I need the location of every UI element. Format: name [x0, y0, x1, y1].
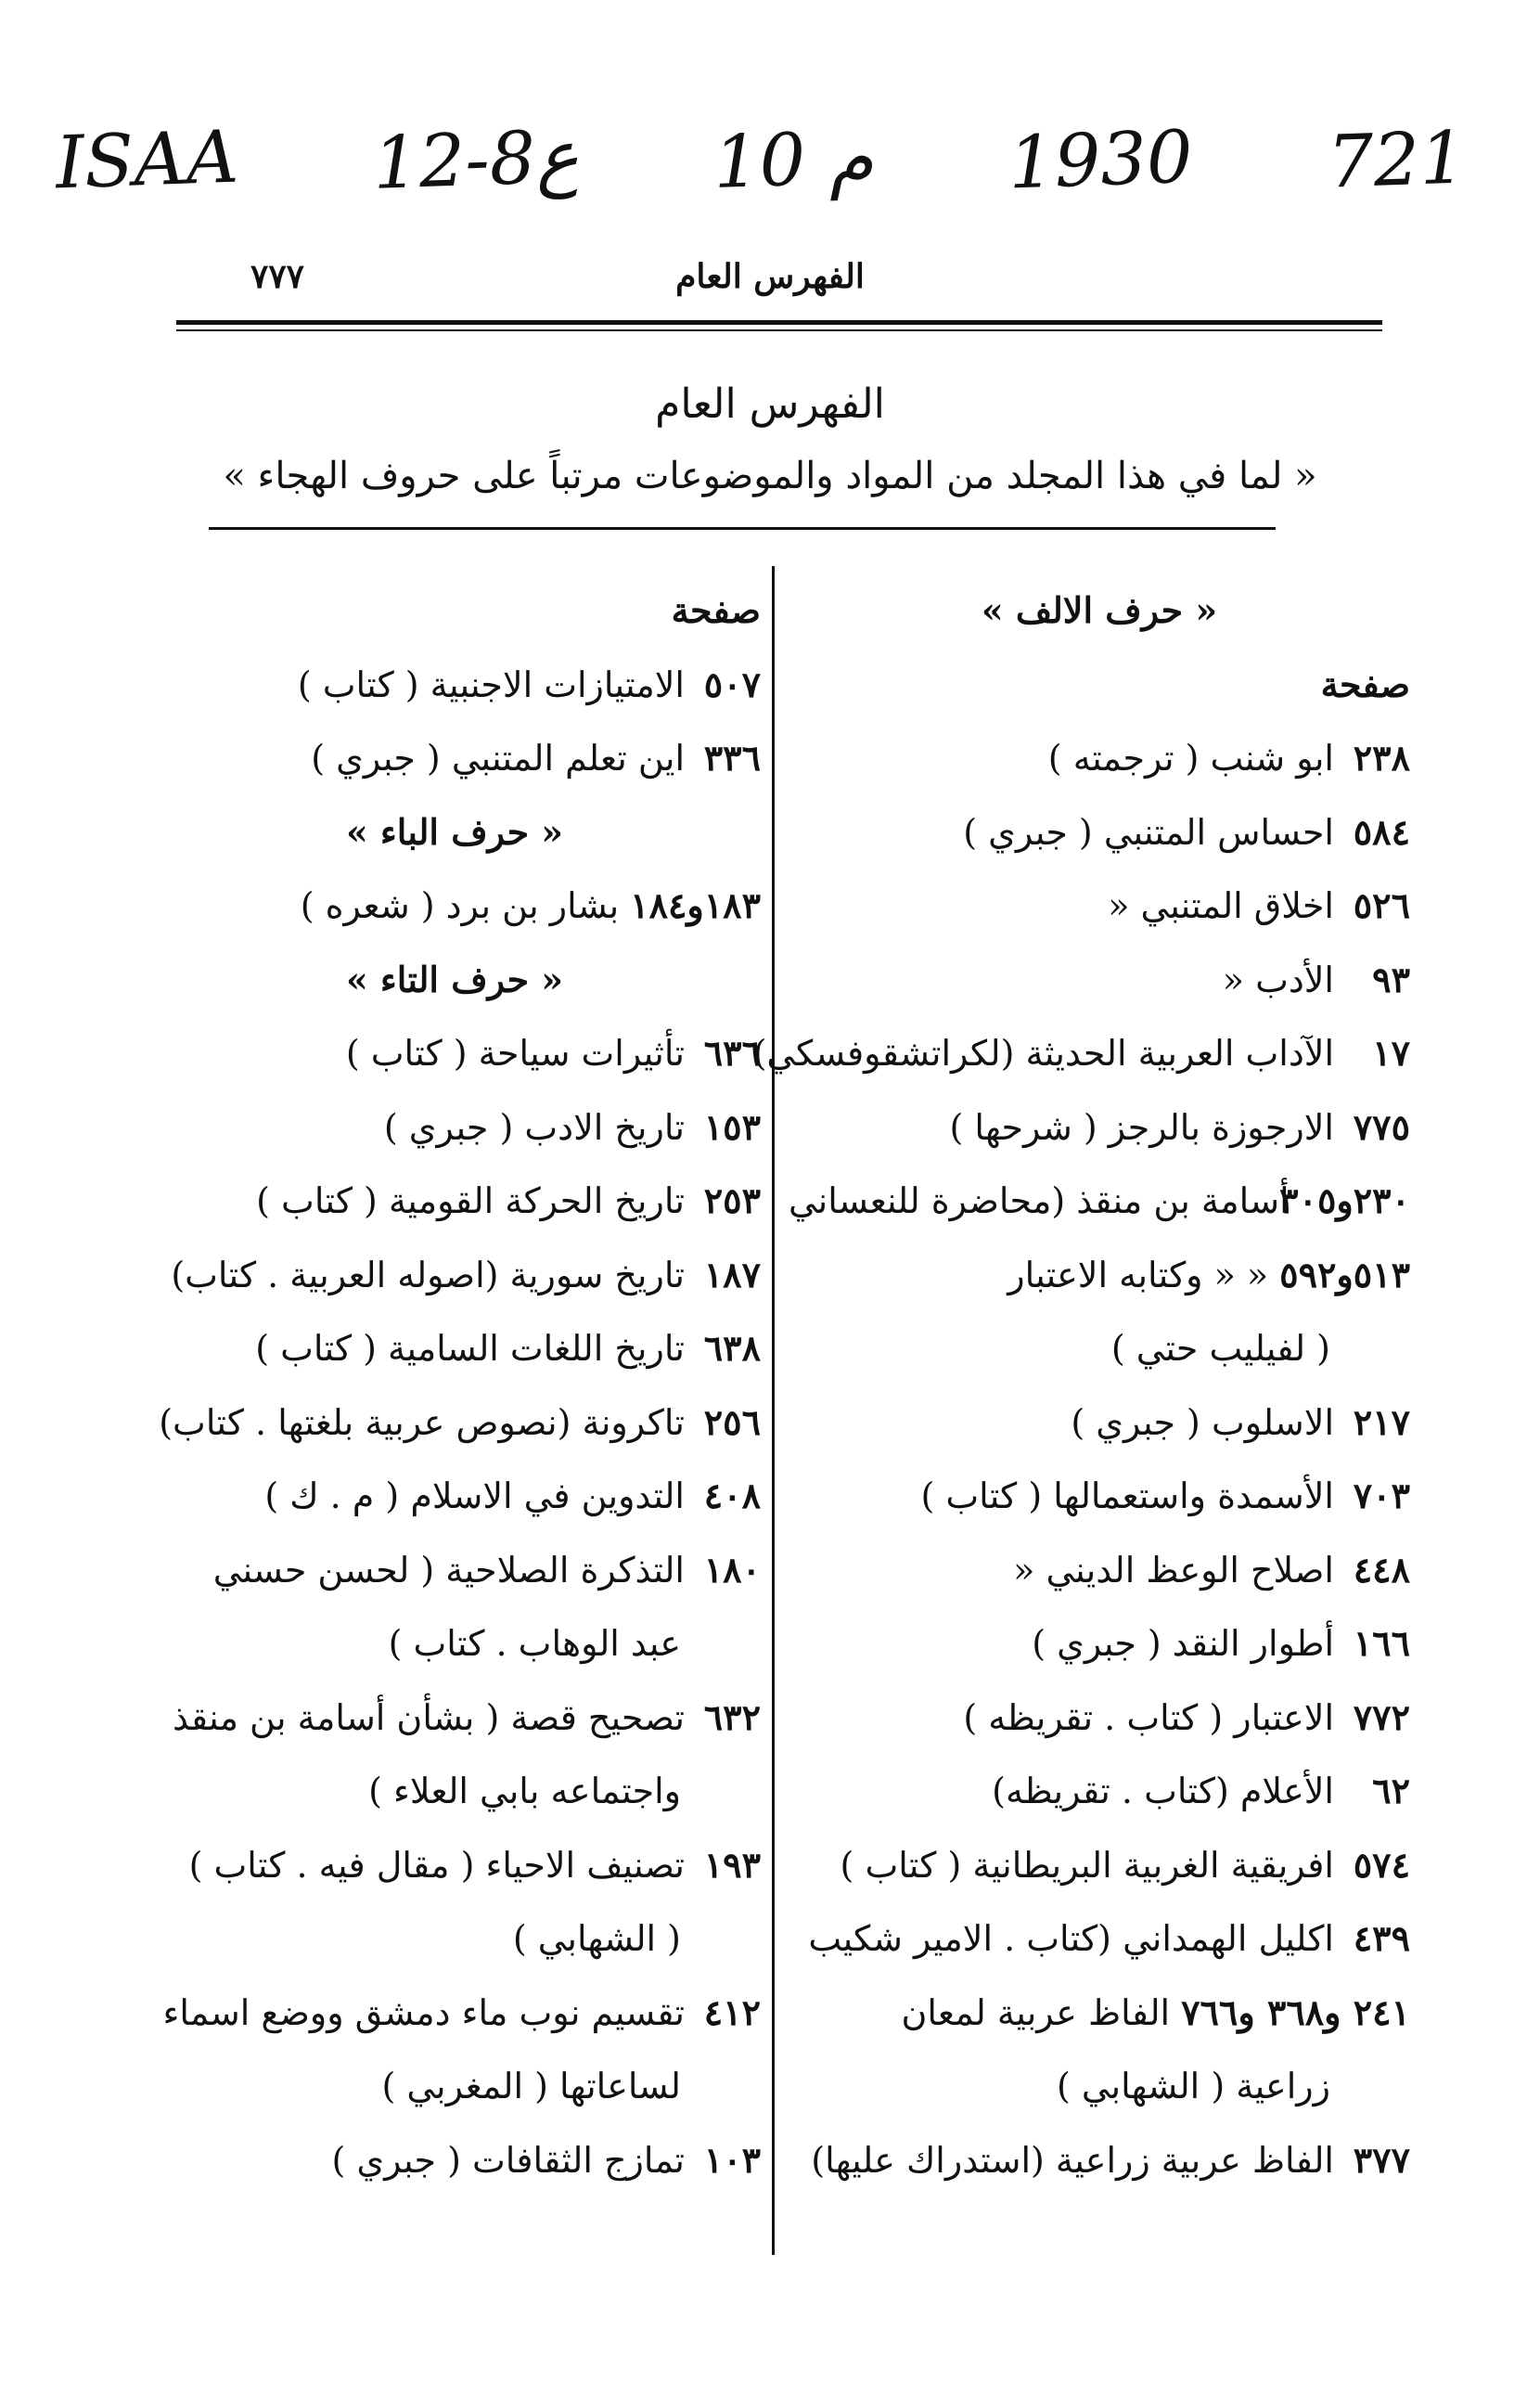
entry-title: الاعتبار ( كتاب . تقريظه ): [963, 1696, 1334, 1738]
index-entry: [789, 1544, 1410, 1618]
page-reference: ٥٠٧: [703, 663, 761, 705]
entry-title: الأدب «: [1222, 959, 1334, 1000]
page-reference: ٧٧٥: [1353, 1105, 1410, 1148]
index-entry: [789, 880, 1410, 954]
index-entry: [789, 806, 1410, 881]
index-entry: [148, 1987, 761, 2061]
index-entry-continuation: زراعية ( الشهابي ): [1056, 2066, 1330, 2106]
page-reference: ٣٧٧: [1353, 2138, 1410, 2181]
index-entry: [789, 1913, 1410, 1987]
letter-heading: « حرف الالف »: [981, 589, 1218, 631]
page-reference: ٦٢: [1372, 1770, 1410, 1811]
page-reference: ٤٠٨: [703, 1475, 761, 1516]
page-reference: ١٧: [1372, 1032, 1410, 1074]
running-header: [176, 249, 1364, 304]
entry-title: اين تعلم المتنبي ( جبري ): [311, 738, 685, 779]
page-reference: ٢١٧: [1353, 1400, 1410, 1443]
running-title: الفهرس العام: [675, 257, 865, 296]
page-reference: ٦٣٢: [703, 1695, 761, 1738]
entry-title: اكليل الهمداني (كتاب . الامير شكيب: [808, 1918, 1334, 1959]
entry-title: الفاظ عربية لمعان: [901, 1991, 1171, 2033]
page-reference: ٤٣٩: [1353, 1917, 1410, 1959]
index-entry: [148, 1101, 761, 1176]
page-reference: ٦٣٦: [703, 1032, 761, 1074]
entry-title: تاريخ سورية (اصوله العربية . كتاب): [171, 1254, 685, 1295]
index-entry: [789, 2134, 1410, 2209]
entry-title: أسامة بن منقذ (محاضرة للنعساني: [789, 1180, 1290, 1221]
index-entry: [789, 1397, 1410, 1471]
entry-title: احساس المتنبي ( جبري ): [963, 811, 1334, 853]
index-entry: [148, 1839, 761, 1913]
index-entry: [148, 1692, 761, 1766]
index-entry-continuation: عبد الوهاب . كتاب ): [388, 1623, 681, 1664]
page-reference: ٣٣٦: [703, 737, 761, 779]
index-entry: [148, 732, 761, 806]
index-entry-continuation: ( الشهابي ): [512, 1918, 681, 1959]
letter-heading: « حرف التاء »: [345, 958, 564, 1000]
entry-title: تاريخ الادب ( جبري ): [383, 1106, 685, 1148]
entry-title: تمازج الثقافات ( جبري ): [331, 2139, 685, 2181]
page-reference: ٧٠٣: [1353, 1475, 1410, 1516]
index-entry: [148, 1249, 761, 1323]
handwritten-mark: 12-8ع: [371, 115, 581, 206]
page-reference: ١٩٣: [703, 1843, 761, 1886]
index-entry: [789, 1101, 1410, 1176]
subtitle-rule: [209, 527, 1276, 530]
header-rule: [176, 320, 1382, 325]
index-entry: [148, 1175, 761, 1249]
index-entry: [789, 954, 1410, 1028]
entry-title: الارجوزة بالرجز ( شرحها ): [949, 1106, 1334, 1148]
entry-title: تصحيح قصة ( بشأن أسامة بن منقذ: [172, 1696, 685, 1738]
index-entry: [148, 2134, 761, 2209]
page-reference: ٢٣٨: [1353, 737, 1410, 779]
index-entry: [789, 1617, 1410, 1692]
page-reference: ٢٥٣: [703, 1179, 761, 1221]
page-reference: ٢٣٠و٣٠٥: [1279, 1179, 1410, 1221]
column-label: صفحة: [1320, 663, 1410, 705]
entry-title: تاريخ اللغات السامية ( كتاب ): [255, 1328, 685, 1369]
index-entry: [789, 732, 1410, 806]
entry-title: تاكرونة (نصوص عربية بلغتها . كتاب): [159, 1401, 685, 1443]
page-reference: ٧٧٢: [1353, 1695, 1410, 1738]
handwritten-annotations: [56, 109, 1466, 212]
page-reference: ٥٢٦: [1353, 884, 1410, 926]
index-entry: [789, 1765, 1410, 1839]
index-entry: [148, 1322, 761, 1397]
index-entry: [148, 880, 761, 954]
handwritten-mark: 1930: [1007, 115, 1195, 206]
column-divider: [772, 566, 775, 2255]
letter-heading: « حرف الباء »: [345, 810, 564, 853]
index-entry: [148, 1027, 761, 1101]
entry-title: تأثيرات سياحة ( كتاب ): [345, 1033, 685, 1074]
page-reference: ٩٣: [1372, 958, 1410, 1000]
entry-title: الفاظ عربية زراعية (استدراك عليها): [811, 2139, 1334, 2181]
page-reference: ٢٥٦: [703, 1400, 761, 1443]
entry-title: ابو شنب ( ترجمته ): [1047, 738, 1334, 779]
page-reference: ٥١٣و٥٩٢: [1279, 1253, 1410, 1295]
index-entry: [752, 1027, 1410, 1101]
index-entry-continuation: واجتماعه بابي العلاء ): [368, 1771, 681, 1811]
handwritten-mark: 721: [1326, 116, 1468, 205]
index-entry: [789, 1839, 1410, 1913]
left-column: [148, 585, 761, 2208]
index-entry: [148, 1397, 761, 1471]
page-reference: ٦٣٨: [703, 1327, 761, 1369]
entry-title: اخلاق المتنبي «: [1108, 885, 1334, 926]
index-entry: [148, 659, 761, 733]
page-reference: ٥٧٤: [1353, 1843, 1410, 1886]
index-entry: [789, 1470, 1410, 1544]
index-entry-continuation: لساعاتها ( المغربي ): [381, 2066, 681, 2106]
index-entry: [789, 1987, 1410, 2061]
index-entry: [148, 1470, 761, 1544]
index-subtitle: « لما في هذا المجلد من المواد والموضوعات مرتباً على حروف الهجاء »: [223, 455, 1317, 497]
entry-title: الأعلام (كتاب . تقريظه): [992, 1771, 1334, 1811]
entry-title: الآداب العربية الحديثة (لكراتشقوفسكي): [752, 1033, 1334, 1074]
entry-title: التذكرة الصلاحية ( لحسن حسني: [212, 1549, 685, 1591]
page-reference: ١٨٣و١٨٤: [630, 884, 761, 926]
entry-title: التدوين في الاسلام ( م . ك ): [264, 1475, 685, 1516]
page-reference: ١٨٧: [703, 1253, 761, 1295]
index-title: الفهرس العام: [655, 380, 885, 428]
page-reference: ٢٤١ و٣٦٨ و٧٦٦: [1181, 1990, 1410, 2033]
page-reference: ١٠٣: [703, 2138, 761, 2181]
entry-title: « « وكتابه الاعتبار: [1007, 1254, 1269, 1295]
page-reference: ١٦٦: [1353, 1622, 1410, 1664]
entry-title: الأسمدة واستعمالها ( كتاب ): [920, 1475, 1334, 1516]
column-label: صفحة: [671, 589, 761, 631]
page-reference: ١٨٠: [703, 1548, 761, 1591]
page-reference: ١٥٣: [703, 1105, 761, 1148]
entry-title: تقسيم نوب ماء دمشق ووضع اسماء: [162, 1991, 685, 2033]
index-entry: [789, 1249, 1410, 1323]
index-entry-continuation: ( لفيليب حتي ): [1110, 1328, 1330, 1369]
header-rule-thin: [176, 329, 1382, 331]
entry-title: بشار بن برد ( شعره ): [300, 885, 620, 926]
index-entry: [789, 1692, 1410, 1766]
page-reference: ٤١٢: [703, 1990, 761, 2033]
right-column: [752, 585, 1410, 2208]
entry-title: الامتيازات الاجنبية ( كتاب ): [297, 663, 685, 705]
entry-title: تاريخ الحركة القومية ( كتاب ): [256, 1180, 685, 1221]
handwritten-mark: ISAA: [54, 115, 240, 206]
index-entry: [789, 1175, 1410, 1249]
index-entry: [148, 1544, 761, 1618]
entry-title: أطوار النقد ( جبري ): [1032, 1623, 1334, 1664]
entry-title: الاسلوب ( جبري ): [1071, 1401, 1334, 1443]
entry-title: افريقية الغربية البريطانية ( كتاب ): [840, 1844, 1334, 1886]
page-reference: ٥٨٤: [1353, 810, 1410, 853]
page-number: ٧٧٧: [250, 257, 305, 296]
handwritten-mark: 10 م: [712, 116, 876, 205]
page-reference: ٤٤٨: [1353, 1548, 1410, 1591]
entry-title: اصلاح الوعظ الديني «: [1013, 1549, 1334, 1591]
entry-title: تصنيف الاحياء ( مقال فيه . كتاب ): [188, 1844, 685, 1886]
